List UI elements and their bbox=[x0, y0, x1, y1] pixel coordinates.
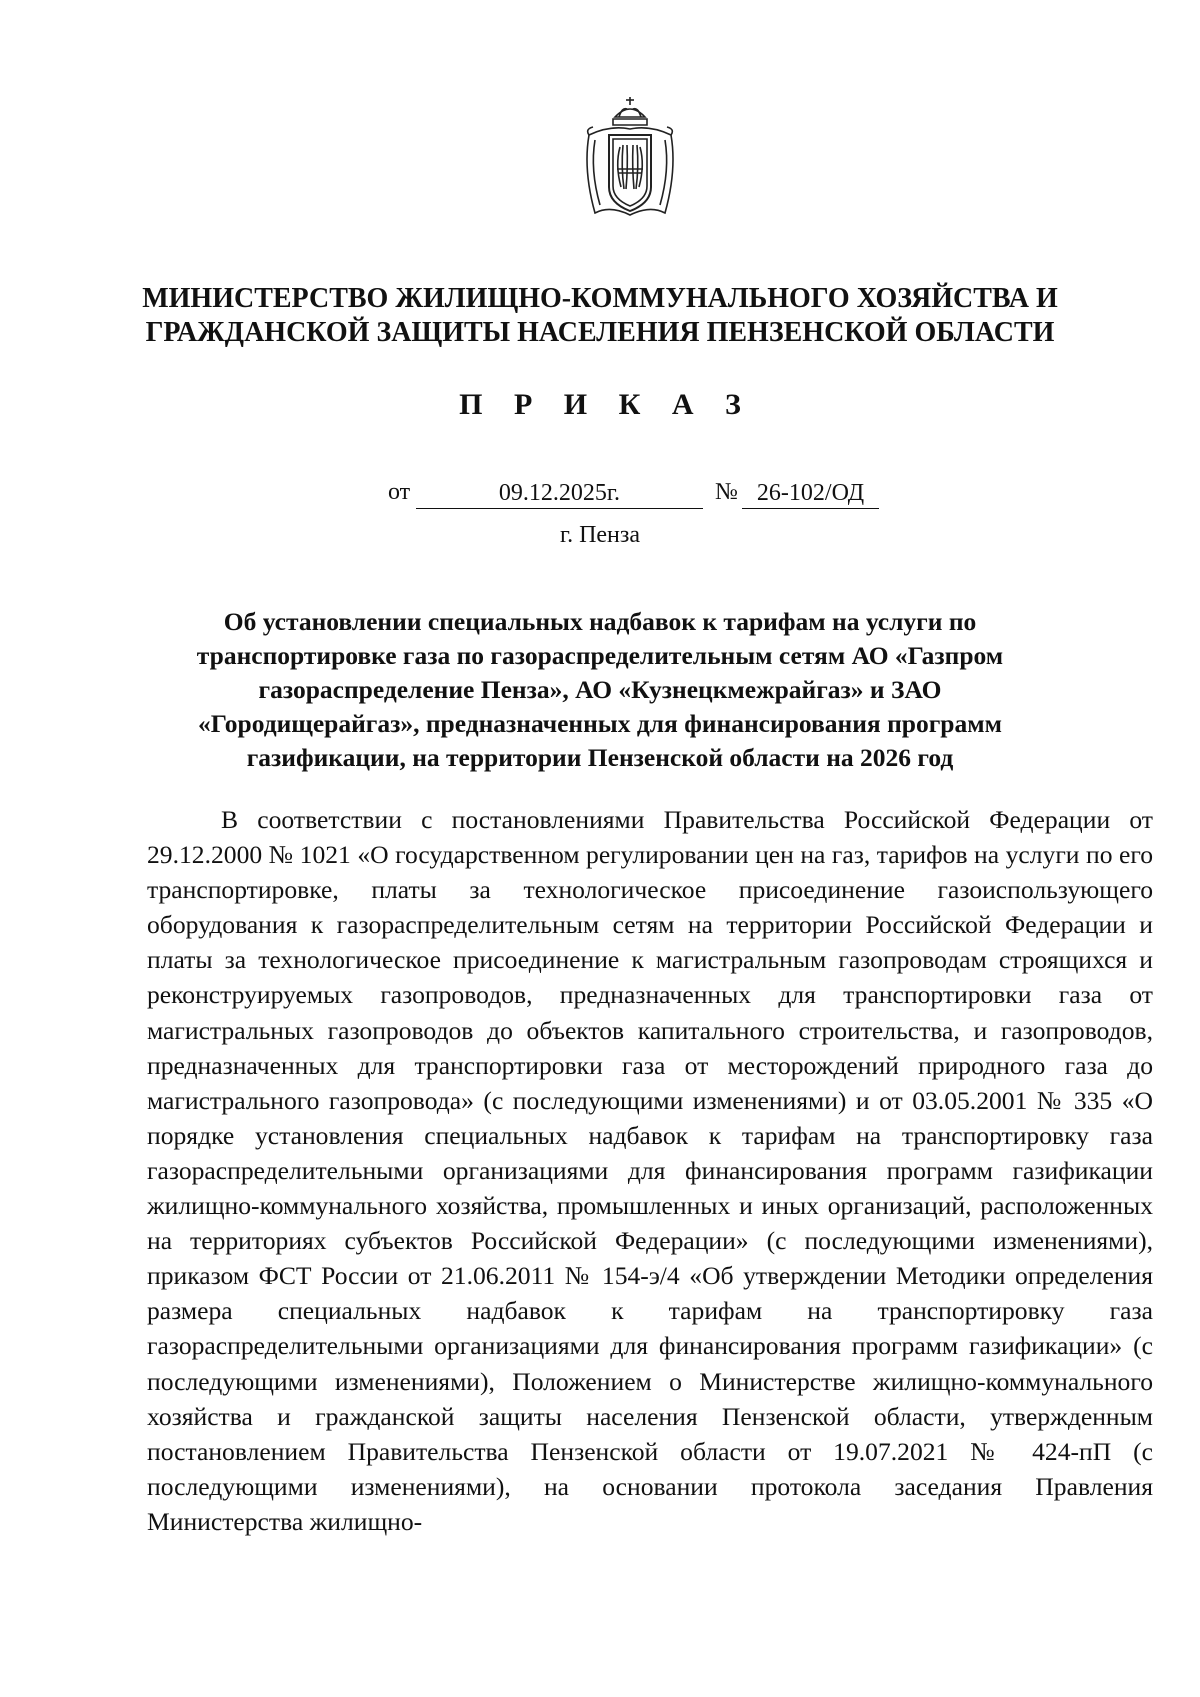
date-number-line bbox=[0, 479, 1200, 513]
order-subject: Об установлении специальных надбавок к тарифам на услуги по транспортировке газа по газораспределительным сетям АО «Газпром газораспределение Пенза», АО «Кузнецкмежрайгаз» и ЗАО «Городищерайгаз», предназначенных для финансирования программ газификации, на территории Пензенской области на 2026 год bbox=[196, 607, 1004, 772]
coat-of-arms-icon bbox=[575, 95, 685, 225]
number-prefix: № bbox=[715, 479, 738, 505]
date-field: 09.12.2025г. bbox=[416, 479, 703, 509]
number-field: 26-102/ОД bbox=[742, 479, 879, 509]
document-type-title: П Р И К А З bbox=[459, 388, 753, 421]
city-label: г. Пенза bbox=[559, 522, 641, 548]
date-prefix: от bbox=[388, 479, 411, 505]
body-paragraph: В соответствии с постановлениями Правительства Российской Федерации от 29.12.2000 № 1021 «О государственном регулировании цен на газ, тарифов на услуги по его транспортировке, платы за технологическое присоединение газоиспользующего оборудования к газораспределительным сетям на территории Российской Федерации и платы за технологическое присоединение к магистральным газопроводам строящихся и реконструируемых газопроводов, предназначенных для транспортировки газа от магистральных газопроводов до объектов капитального строительства, и газопроводов, предназначенных для транспортировки газа от месторождений природного газа до магистрального газопровода» (с последующими изменениями) и от 03.05.2001 № 335 «О порядке установления специальных надбавок к тарифам на транспортировку газа газораспределительными организациями для финансирования программ газификации жилищно-коммунального хозяйства, промышленных и иных организаций, расположенных на территориях субъектов Российской Федерации» (с последующими изменениями), приказом ФСТ России от 21.06.2011 № 154-э/4 «Об утверждении Методики определения размера специальных надбавок к тарифам на транспортировку газа газораспределительными организациями для финансирования программ газификации» (с последующими изменениями), Положением о Министерстве жилищно-коммунального хозяйства и гражданской защиты населения Пензенской области, утвержденным постановлением Правительства Пензенской области от 19.07.2021 № 424-пП (с последующими изменениями), на основании протокола заседания Правления Министерства жилищно- bbox=[147, 805, 1153, 1536]
ministry-name: МИНИСТЕРСТВО ЖИЛИЩНО-КОММУНАЛЬНОГО ХОЗЯЙСТВА И ГРАЖДАНСКОЙ ЗАЩИТЫ НАСЕЛЕНИЯ ПЕНЗЕНСКОЙ ОБЛАСТИ bbox=[142, 283, 1058, 348]
